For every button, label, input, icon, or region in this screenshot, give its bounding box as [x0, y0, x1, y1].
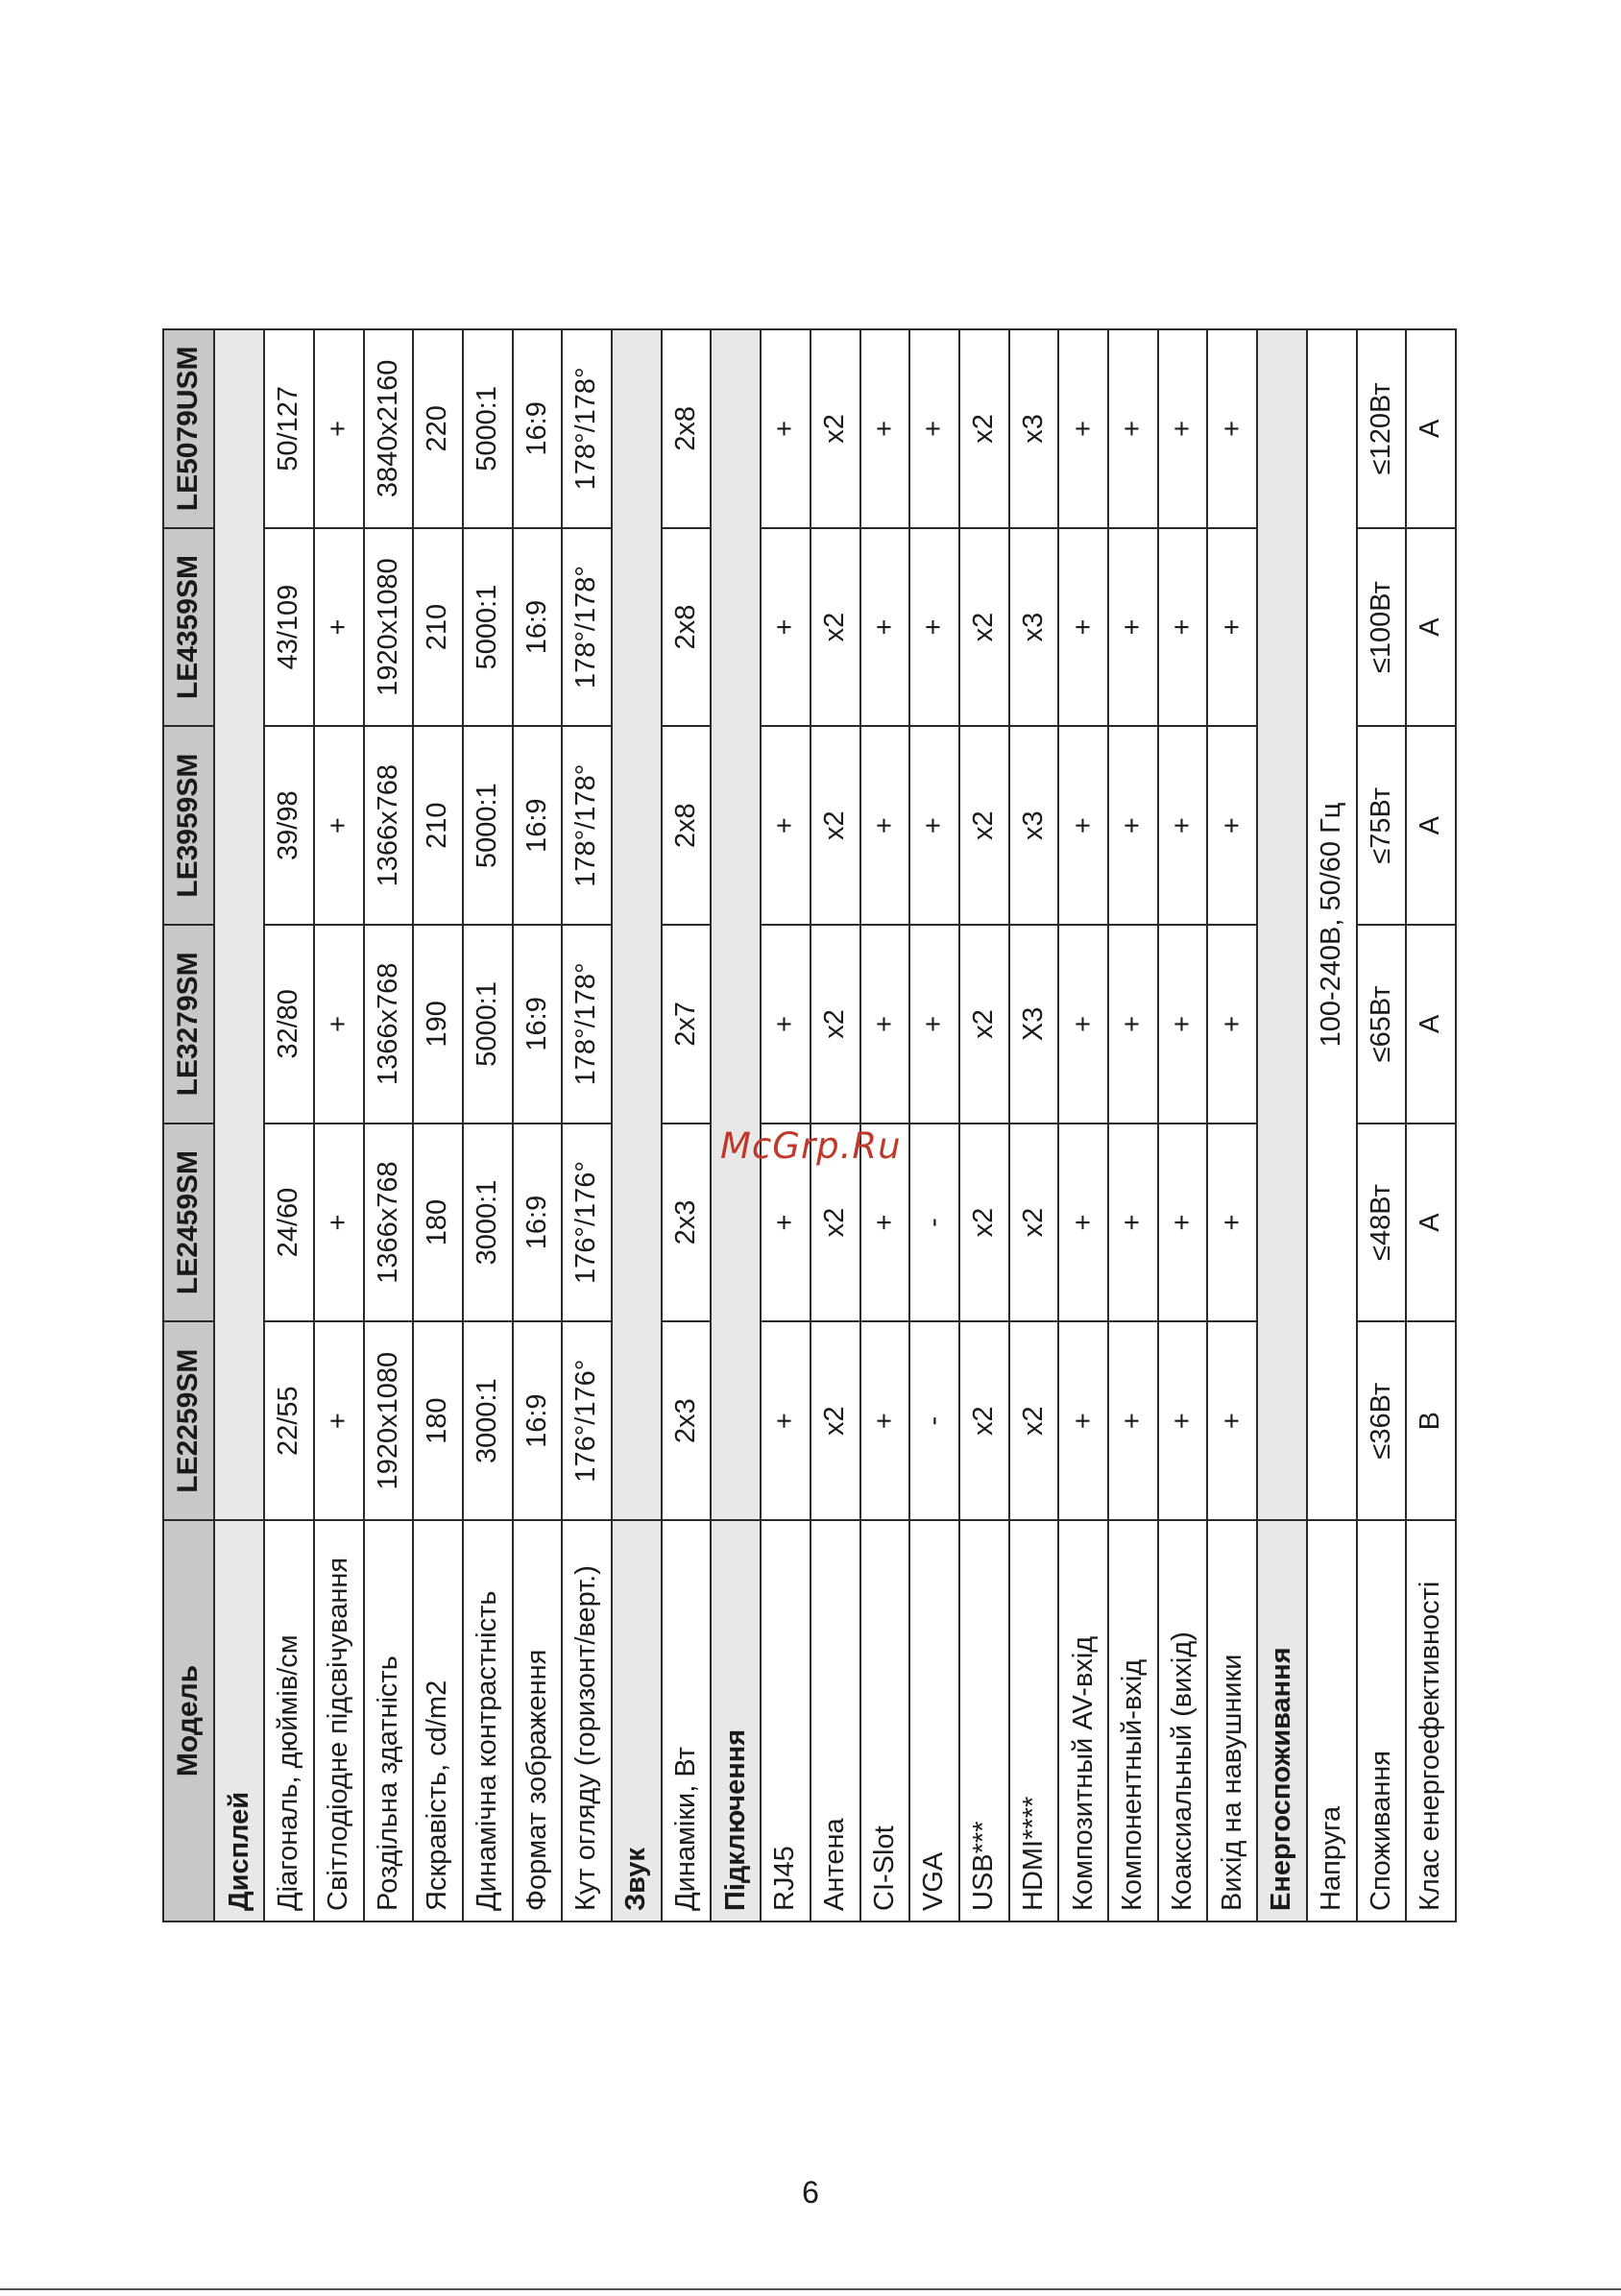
- table-cell: +: [761, 925, 810, 1124]
- section-row: [1257, 329, 1307, 1921]
- table-cell: +: [761, 1124, 810, 1322]
- table-cell: +: [761, 528, 810, 727]
- table-row: [909, 329, 959, 1921]
- table-cell: +: [1158, 1321, 1208, 1520]
- table-cell: 178°/178°: [562, 726, 612, 925]
- section-fill: [1257, 329, 1307, 1520]
- table-cell: x2: [810, 925, 860, 1124]
- table-cell: x2: [959, 726, 1009, 925]
- table-cell: 2x8: [662, 528, 712, 727]
- table-cell: 32/80: [264, 925, 314, 1124]
- header-le2459sm: LE2459SM: [163, 1124, 214, 1322]
- table-cell: A: [1406, 1124, 1456, 1322]
- table-cell: B: [1406, 1321, 1456, 1520]
- table-cell: ≤36Вт: [1357, 1321, 1407, 1520]
- header-le3279sm: LE3279SM: [163, 925, 214, 1124]
- table-cell: +: [314, 1321, 364, 1520]
- table-cell: 178°/178°: [562, 528, 612, 727]
- table-cell: 190: [413, 925, 463, 1124]
- table-cell: +: [909, 925, 959, 1124]
- table-cell: +: [909, 528, 959, 727]
- table-cell: 5000:1: [463, 528, 513, 727]
- row-label: HDMI****: [1009, 1520, 1059, 1921]
- bottom-divider: [0, 2288, 1621, 2290]
- table-cell: ≤120Вт: [1357, 329, 1407, 528]
- table-cell: +: [761, 329, 810, 528]
- table-row: [959, 329, 1009, 1921]
- table-cell: x2: [810, 528, 860, 727]
- table-row: [264, 329, 314, 1921]
- header-le5079usm: LE5079USM: [163, 329, 214, 528]
- table-cell: +: [1108, 329, 1158, 528]
- row-label: RJ45: [761, 1520, 810, 1921]
- table-cell: +: [909, 726, 959, 925]
- table-cell: x2: [959, 329, 1009, 528]
- table-row: [1158, 329, 1208, 1921]
- table-cell: ≤75Вт: [1357, 726, 1407, 925]
- table-cell: +: [1058, 1124, 1108, 1322]
- table-cell: A: [1406, 726, 1456, 925]
- table-cell: 43/109: [264, 528, 314, 727]
- table-cell: +: [1108, 528, 1158, 727]
- table-cell: 1366x768: [364, 726, 414, 925]
- row-label: Коаксиальный (вихід): [1158, 1520, 1208, 1921]
- table-cell: +: [1058, 329, 1108, 528]
- table-cell: +: [1207, 925, 1257, 1124]
- row-label: USB***: [959, 1520, 1009, 1921]
- row-label: Діагональ, дюймів/см: [264, 1520, 314, 1921]
- section-fill: [612, 329, 662, 1520]
- table-cell: A: [1406, 528, 1456, 727]
- table-cell: 16:9: [513, 1321, 563, 1520]
- table-cell: 2x8: [662, 329, 712, 528]
- row-label: Динамічна контрастність: [463, 1520, 513, 1921]
- table-cell: 1920x1080: [364, 528, 414, 727]
- table-cell: 5000:1: [463, 726, 513, 925]
- header-le3959sm: LE3959SM: [163, 726, 214, 925]
- row-label: Компонентный-вхід: [1108, 1520, 1158, 1921]
- header-le2259sm: LE2259SM: [163, 1321, 214, 1520]
- table-cell: -: [909, 1124, 959, 1322]
- table-cell: +: [1058, 726, 1108, 925]
- table-cell: +: [1108, 1321, 1158, 1520]
- row-label: VGA: [909, 1520, 959, 1921]
- table-cell: x3: [1009, 329, 1059, 528]
- table-cell: 16:9: [513, 329, 563, 528]
- table-cell: 39/98: [264, 726, 314, 925]
- table-row: [562, 329, 612, 1921]
- table-cell: +: [1207, 528, 1257, 727]
- row-label: CI-Slot: [860, 1520, 910, 1921]
- row-label: Споживання: [1357, 1520, 1407, 1921]
- table-cell: x2: [810, 726, 860, 925]
- table-row: [1009, 329, 1059, 1921]
- table-cell: +: [314, 726, 364, 925]
- row-label: Формат зображення: [513, 1520, 563, 1921]
- table-cell: x2: [1009, 1321, 1059, 1520]
- section-title: Звук: [612, 1520, 662, 1921]
- section-title: Дисплей: [214, 1520, 264, 1921]
- table-cell: +: [1058, 528, 1108, 727]
- row-label: Роздільна здатність: [364, 1520, 414, 1921]
- table-row: [513, 329, 563, 1921]
- table-row: [364, 329, 414, 1921]
- table-cell: 16:9: [513, 726, 563, 925]
- table-cell: 180: [413, 1321, 463, 1520]
- table-cell: x2: [810, 1124, 860, 1322]
- table-cell: 178°/178°: [562, 329, 612, 528]
- section-fill: [711, 329, 761, 1520]
- table-cell: A: [1406, 329, 1456, 528]
- table-cell: +: [1108, 925, 1158, 1124]
- page-number: 6: [802, 2175, 819, 2210]
- table-cell: +: [314, 329, 364, 528]
- table-row: [314, 329, 364, 1921]
- header-le4359sm: LE4359SM: [163, 528, 214, 727]
- table-cell: x2: [810, 1321, 860, 1520]
- table-cell: +: [860, 925, 910, 1124]
- table-cell: 5000:1: [463, 329, 513, 528]
- table-row: [1108, 329, 1158, 1921]
- table-cell: +: [1207, 329, 1257, 528]
- watermark: McGrp.Ru: [720, 1125, 902, 1167]
- table-cell: +: [860, 329, 910, 528]
- table-cell: +: [860, 1124, 910, 1322]
- table-row: [413, 329, 463, 1921]
- table-cell: +: [860, 528, 910, 727]
- table-cell: x2: [810, 329, 860, 528]
- table-cell: +: [1158, 726, 1208, 925]
- table-cell: 220: [413, 329, 463, 528]
- section-title: Підключення: [711, 1520, 761, 1921]
- table-cell: 22/55: [264, 1321, 314, 1520]
- table-cell: +: [1158, 925, 1208, 1124]
- table-row: [463, 329, 513, 1921]
- section-title: Енергоспоживання: [1257, 1520, 1307, 1921]
- table-cell: ≤48Вт: [1357, 1124, 1407, 1322]
- table-cell: 176°/176°: [562, 1124, 612, 1322]
- table-cell: +: [909, 329, 959, 528]
- table-header-row: [163, 329, 214, 1921]
- table-cell: 1920x1080: [364, 1321, 414, 1520]
- table-cell: 50/127: [264, 329, 314, 528]
- table-cell: X3: [1009, 925, 1059, 1124]
- table-cell: +: [1058, 1321, 1108, 1520]
- table-cell: +: [314, 528, 364, 727]
- table-cell: 210: [413, 528, 463, 727]
- table-cell: x2: [1009, 1124, 1059, 1322]
- row-label: Світлодіодне підсвічування: [314, 1520, 364, 1921]
- table-cell: 3000:1: [463, 1321, 513, 1520]
- table-cell: +: [1207, 1124, 1257, 1322]
- table-cell: +: [1058, 925, 1108, 1124]
- table-cell: 2x8: [662, 726, 712, 925]
- row-label: Динаміки, Вт: [662, 1520, 712, 1921]
- row-label: Кут огляду (горизонт/верт.): [562, 1520, 612, 1921]
- table-cell: 3840x2160: [364, 329, 414, 528]
- table-cell: 16:9: [513, 528, 563, 727]
- table-cell: +: [314, 1124, 364, 1322]
- table-cell: x2: [959, 528, 1009, 727]
- section-row: [214, 329, 264, 1921]
- table-cell: +: [1207, 726, 1257, 925]
- table-cell: x2: [959, 1124, 1009, 1322]
- table-row: [1357, 329, 1407, 1921]
- row-label: Напруга: [1307, 1520, 1357, 1921]
- table-row: [1058, 329, 1108, 1921]
- table-cell: 1366x768: [364, 1124, 414, 1322]
- row-label: Антена: [810, 1520, 860, 1921]
- table-row: [1307, 329, 1357, 1921]
- table-cell: +: [1207, 1321, 1257, 1520]
- table-cell: 210: [413, 726, 463, 925]
- table-cell: 16:9: [513, 1124, 563, 1322]
- table-cell: 3000:1: [463, 1124, 513, 1322]
- row-label: Композитный AV-вхід: [1058, 1520, 1108, 1921]
- table-cell: -: [909, 1321, 959, 1520]
- table-cell: +: [1108, 1124, 1158, 1322]
- table-cell: ≤100Вт: [1357, 528, 1407, 727]
- table-cell: +: [314, 925, 364, 1124]
- table-cell: x3: [1009, 528, 1059, 727]
- section-fill: [214, 329, 264, 1520]
- table-cell: x3: [1009, 726, 1059, 925]
- table-cell: 5000:1: [463, 925, 513, 1124]
- table-cell: +: [1158, 528, 1208, 727]
- table-cell: 1366x768: [364, 925, 414, 1124]
- table-cell: 178°/178°: [562, 925, 612, 1124]
- table-row: [1207, 329, 1257, 1921]
- table-cell-span: 100-240В, 50/60 Гц: [1307, 329, 1357, 1520]
- table-cell: +: [761, 726, 810, 925]
- row-label: Яскравість, cd/m2: [413, 1520, 463, 1921]
- table-cell: A: [1406, 925, 1456, 1124]
- table-row: [662, 329, 712, 1921]
- table-cell: 176°/176°: [562, 1321, 612, 1520]
- table-cell: +: [860, 1321, 910, 1520]
- table-cell: +: [761, 1321, 810, 1520]
- table-cell: x2: [959, 1321, 1009, 1520]
- table-cell: 2x7: [662, 925, 712, 1124]
- table-cell: 24/60: [264, 1124, 314, 1322]
- table-cell: x2: [959, 925, 1009, 1124]
- table-cell: +: [860, 726, 910, 925]
- row-label: Клас енергоефективності: [1406, 1520, 1456, 1921]
- header-model: Модель: [163, 1520, 214, 1921]
- table-cell: 2x3: [662, 1124, 712, 1322]
- section-row: [612, 329, 662, 1921]
- table-cell: +: [1158, 1124, 1208, 1322]
- table-cell: 2x3: [662, 1321, 712, 1520]
- row-label: Вихід на навушники: [1207, 1520, 1257, 1921]
- table-cell: 16:9: [513, 925, 563, 1124]
- table-row: [1406, 329, 1456, 1921]
- table-cell: ≤65Вт: [1357, 925, 1407, 1124]
- table-cell: +: [1158, 329, 1208, 528]
- table-cell: 180: [413, 1124, 463, 1322]
- table-cell: +: [1108, 726, 1158, 925]
